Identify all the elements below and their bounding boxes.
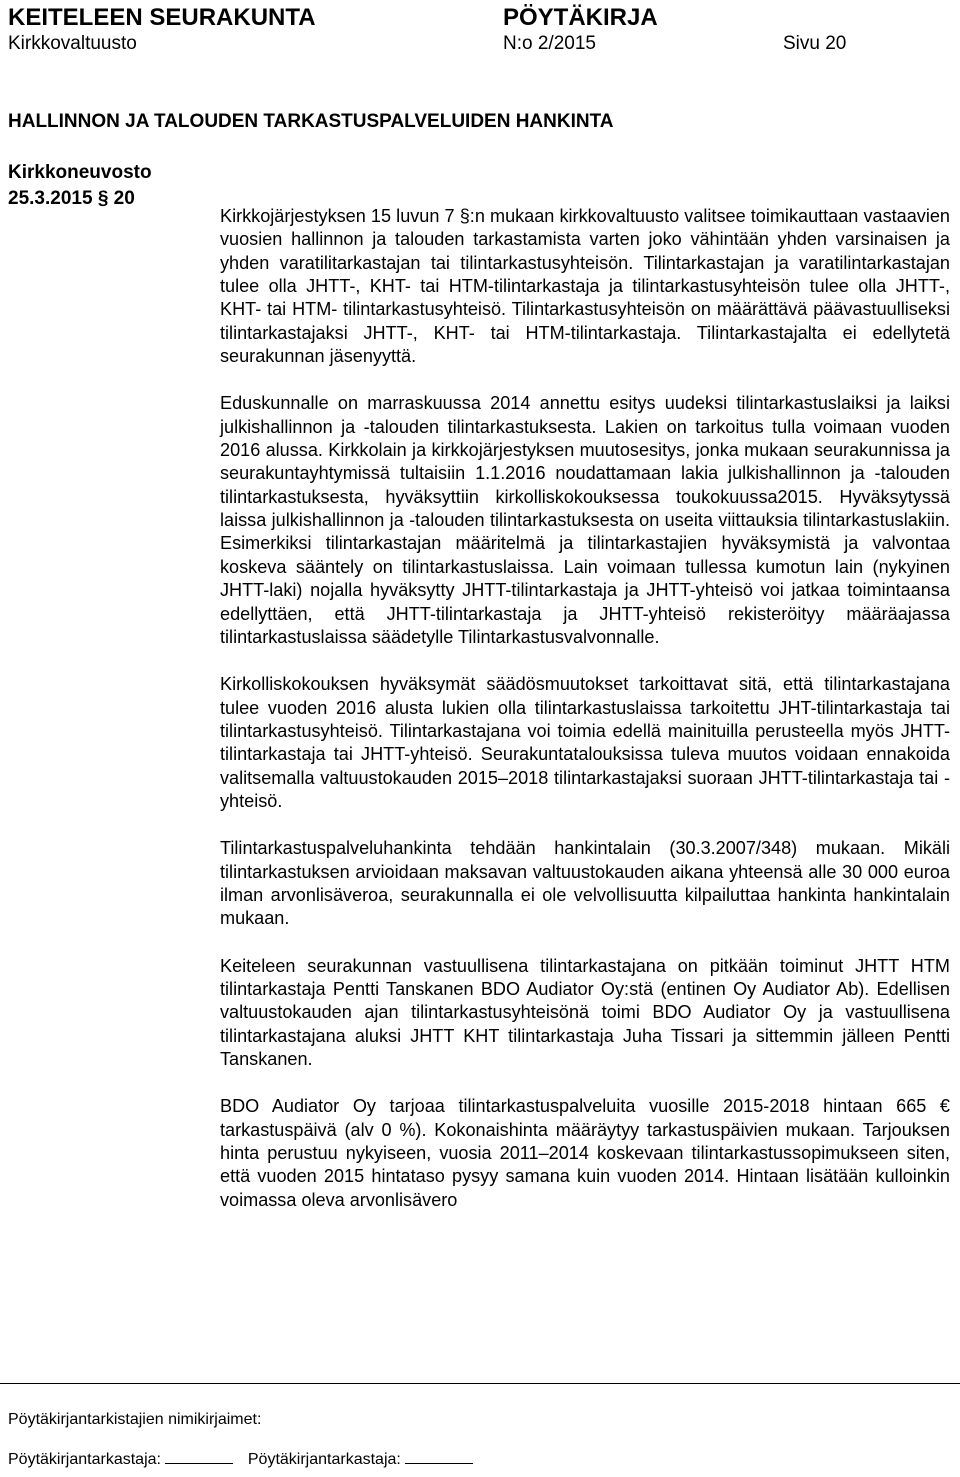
document-body <box>220 205 950 1236</box>
inspector-label: Pöytäkirjantarkastaja: <box>247 1451 401 1468</box>
paragraph: Kirkolliskokouksen hyväksymät säädösmuutokset tarkoittavat sitä, että tilintarkastajana tulee vuoden 2016 alusta lukien olla tilintarkastuslaissa tarkoitettu JHT-tilintarkastaja tai tilintarkastusyhteisö. Tilintarkastajana voi toimia edellä mainituilla perusteella myös JHTT-tilintarkastaja tai JHTT-yhteisö. Seurakuntatalouksissa tuleva muutos voidaan ennakoida valitsemalla valtuustokauden 2015–2018 tilintarkastajaksi suoraan JHTT-tilintarkastaja tai -yhteisö. <box>220 674 950 811</box>
section-title: HALLINNON JA TALOUDEN TARKASTUSPALVELUIDEN HANKINTA <box>8 111 614 132</box>
paragraph: Kirkkojärjestyksen 15 luvun 7 §:n mukaan kirkkovaltuusto valitsee toimikauttaan vastaavien vuosien hallinnon ja talouden tarkastamista varten joko vähintään yhden varsinaisen ja yhden varatilitarkastajan tai tilintarkastusyhteisön. Tilintarkastajan ja varatilintarkastajan tulee olla JHTT-, KHT- tai HTM-tilintarkastaja ja tilintarkastusyhteisön tulee olla JHTT-, KHT- tai HTM- tilintarkastusyhteisö. Tilintarkastusyhteisön on määrättävä päävastuulliseksi tilintarkastajaksi JHTT-, KHT- tai HTM-tilintarkastaja. Tilintarkastajalta ei edellytetä seurakunnan jäsenyyttä. <box>220 206 950 367</box>
section-number: 20 <box>113 188 135 209</box>
document-number: N:o 2/2015 <box>503 33 596 54</box>
meeting-date: 25.3.2015 <box>8 188 93 209</box>
meeting-reference <box>8 160 152 212</box>
meeting-date-line <box>8 186 152 212</box>
page-number: Sivu 20 <box>783 33 847 54</box>
footer-divider <box>0 1383 960 1384</box>
page-subheader <box>8 33 948 59</box>
meeting-body: Kirkkoneuvosto <box>8 162 152 183</box>
governing-body: Kirkkovaltuusto <box>8 33 137 54</box>
signatures-label: Pöytäkirjantarkistajien nimikirjaimet: <box>8 1411 262 1428</box>
section-symbol: § <box>97 188 109 209</box>
document-type: PÖYTÄKIRJA <box>503 4 658 31</box>
paragraph: Tilintarkastuspalveluhankinta tehdään hankintalain (30.3.2007/348) mukaan. Mikäli tilintarkastuksen arvioidaan maksavan valtuustokauden aikana yhteensä alle 30 000 euroa ilman arvonlisäveroa, seurakunnalla ei ole velvollisuutta kilpailuttaa hankinta hankintalain mukaan. <box>220 838 950 929</box>
organization-name: KEITELEEN SEURAKUNTA <box>8 4 316 31</box>
inspector-label: Pöytäkirjantarkastaja: <box>8 1451 161 1468</box>
page-header <box>8 4 948 34</box>
inspector-signatures <box>8 1449 483 1469</box>
paragraph: Eduskunnalle on marraskuussa 2014 annettu esitys uudeksi tilintarkastuslaiksi ja laiksi julkishallinnon ja -talouden tilintarkastuksesta. Lakien on tarkoitus tulla voimaan vuoden 2016 alussa. Kirkkolain ja kirkkojärjestyksen muutosesitys, jonka mukaan seurakunnissa ja seurakuntayhtymissä tultaisiin 1.1.2016 noudattamaan lakia julkishallinnon ja -talouden tilintarkastuksesta, hyväksyttiin kirkolliskokouksessa toukokuussa2015. Hyväksytyssä laissa julkishallinnon ja -talouden tilintarkastuksesta on useita viittauksia tilintarkastuslakiin. Esimerkiksi tilintarkastajan määritelmä ja tilintarkastajien hyväksymistä ja valvontaa koskeva sääntely on tilintarkastuslaissa. Lain voimaan tullessa kumotun lain (nykyinen JHTT-laki) nojalla hyväksytty JHTT-tilintarkastaja ja JHTT-yhteisö voi jatkaa toimintaansa edellyttäen, että JHTT-tilintarkastaja ja JHTT-yhteisö rekisteröityy määräajassa tilintarkastuslaissa säädetylle Tilintarkastusvalvonnalle. <box>220 393 950 647</box>
paragraph: Keiteleen seurakunnan vastuullisena tilintarkastajana on pitkään toiminut JHTT HTM tilintarkastaja Pentti Tanskanen BDO Audiator Oy:stä (entinen Oy Audiator Ab). Edellisen valtuustokauden ajan tilintarkastusyhteisönä toimi BDO Audiator Oy ja vastuullisena tilintarkastajana aluksi JHTT KHT tilintarkastaja Juha Tissari ja sittemmin jälleen Pentti Tanskanen. <box>220 955 950 1069</box>
signature-line <box>165 1449 233 1464</box>
paragraph: BDO Audiator Oy tarjoaa tilintarkastuspalveluita vuosille 2015-2018 hintaan 665 € tarkastuspäivä (alv 0 %). Kokonaishinta määräytyy tarkastuspäivien mukaan. Tarjouksen hinta perustuu nykyiseen, vuosia 2011–2014 koskevaan tilintarkastussopimukseen siten, että vuoden 2015 hintataso pysyy samana kuin vuoden 2014. Hintaan lisätään kulloinkin voimassa oleva arvonlisävero <box>220 1096 950 1210</box>
signature-line <box>405 1449 473 1464</box>
